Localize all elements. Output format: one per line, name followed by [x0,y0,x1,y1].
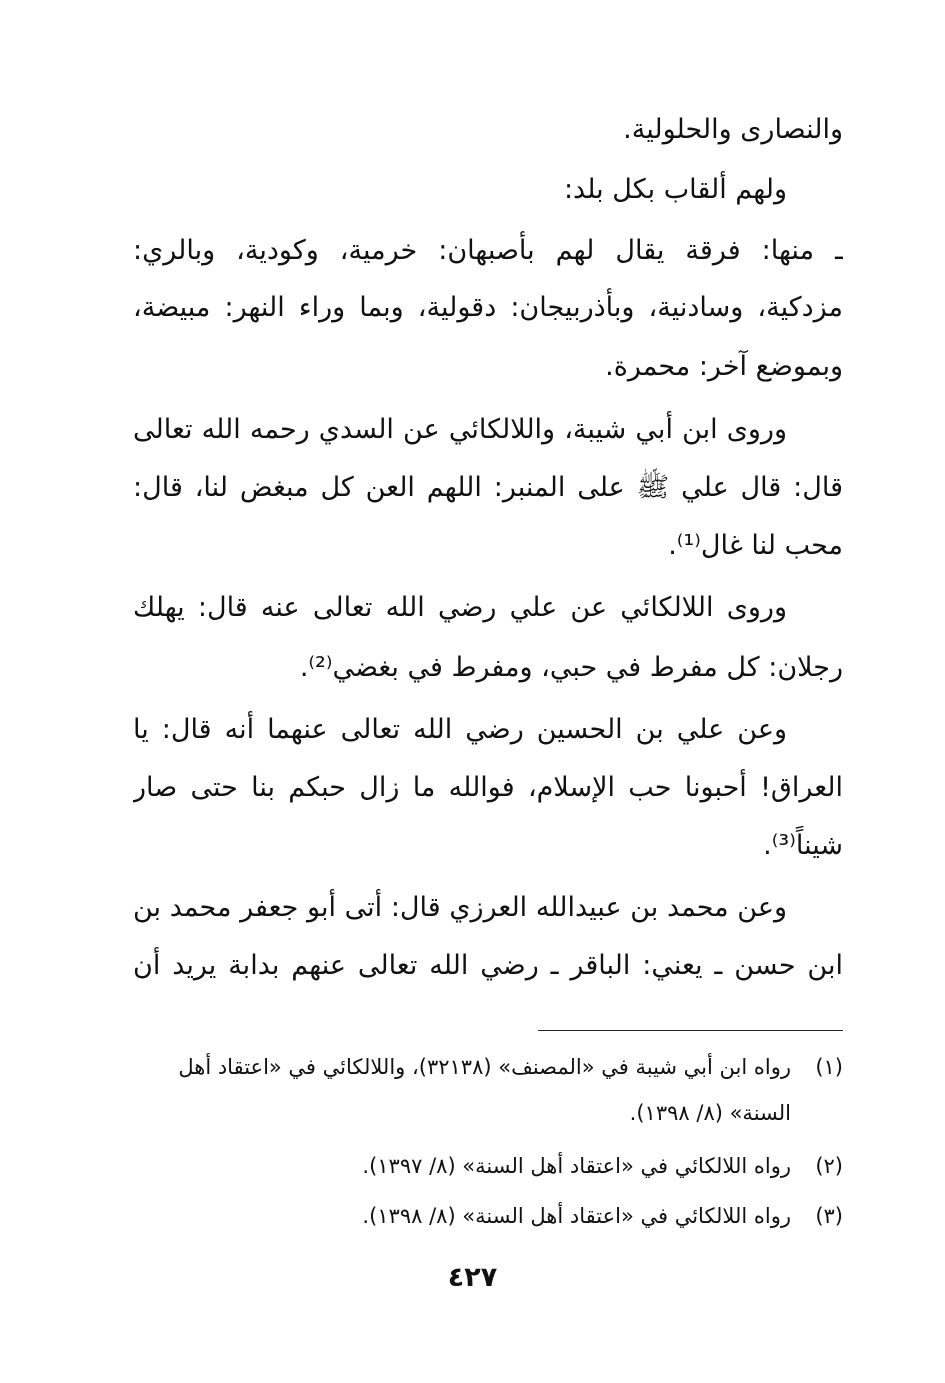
body-line-13: شيناً⁽³⁾. [763,830,843,861]
body-line-11: وعن علي بن الحسين رضي الله تعالى عنهما أنه قال: يا [133,714,787,745]
body-line-8: محب لنا غال⁽¹⁾. [668,530,843,561]
footnote-1-text: رواه ابن أبي شيبة في «المصنف» (٣٢١٣٨)، واللالكائي في «اعتقاد أهل [178,1055,791,1079]
body-line-6: وروى ابن أبي شيبة، واللالكائي عن السدي رحمه الله تعالى [133,414,787,445]
footnote-1-number: (١) [815,1055,843,1079]
body-line-12: العراق! أحبونا حب الإسلام، فوالله ما زال حبكم بنا حتى صار [133,772,843,803]
footnote-3 [133,1199,843,1233]
footnote-3-text: رواه اللالكائي في «اعتقاد أهل السنة» (٨/ ١٣٩٨). [362,1204,791,1228]
footnote-2-text: رواه اللالكائي في «اعتقاد أهل السنة» (٨/ ١٣٩٧). [362,1154,791,1178]
body-line-2: ولهم ألقاب بكل بلد: [563,174,787,205]
footnote-divider [538,1030,843,1031]
body-line-7: قال: قال علي ﷺ على المنبر: اللهم العن كل مبغض لنا، قال: [133,472,843,503]
body-line-9: وروى اللالكائي عن علي رضي الله تعالى عنه قال: يهلك [133,592,787,623]
body-line-15: ابن حسن ـ يعني: الباقر ـ رضي الله تعالى عنهم بدابة يريد أن [133,950,843,981]
body-line-5: وبموضع آخر: محمرة. [605,351,843,382]
body-line-4: مزدكية، وسادنية، وبأذربيجان: دقولية، وبما وراء النهر: مبيضة، [133,292,843,323]
body-line-1: والنصارى والحلولية. [623,114,843,145]
footnote-3-number: (٣) [815,1204,843,1228]
footnote-1-continuation: السنة» (٨/ ١٣٩٨). [629,1101,791,1125]
body-line-14: وعن محمد بن عبيدالله العرزي قال: أتى أبو جعفر محمد بن [133,892,787,923]
body-line-10: رجلان: كل مفرط في حبي، ومفرط في بغضي⁽²⁾. [299,652,843,683]
footnote-2 [133,1149,843,1183]
body-line-3: ـ منها: فرقة يقال لهم بأصبهان: خرمية، وكودية، وبالري: [133,235,843,266]
footnote-1 [133,1050,843,1084]
page-number: ٤٢٧ [447,1262,498,1293]
footnote-2-number: (٢) [815,1154,843,1178]
